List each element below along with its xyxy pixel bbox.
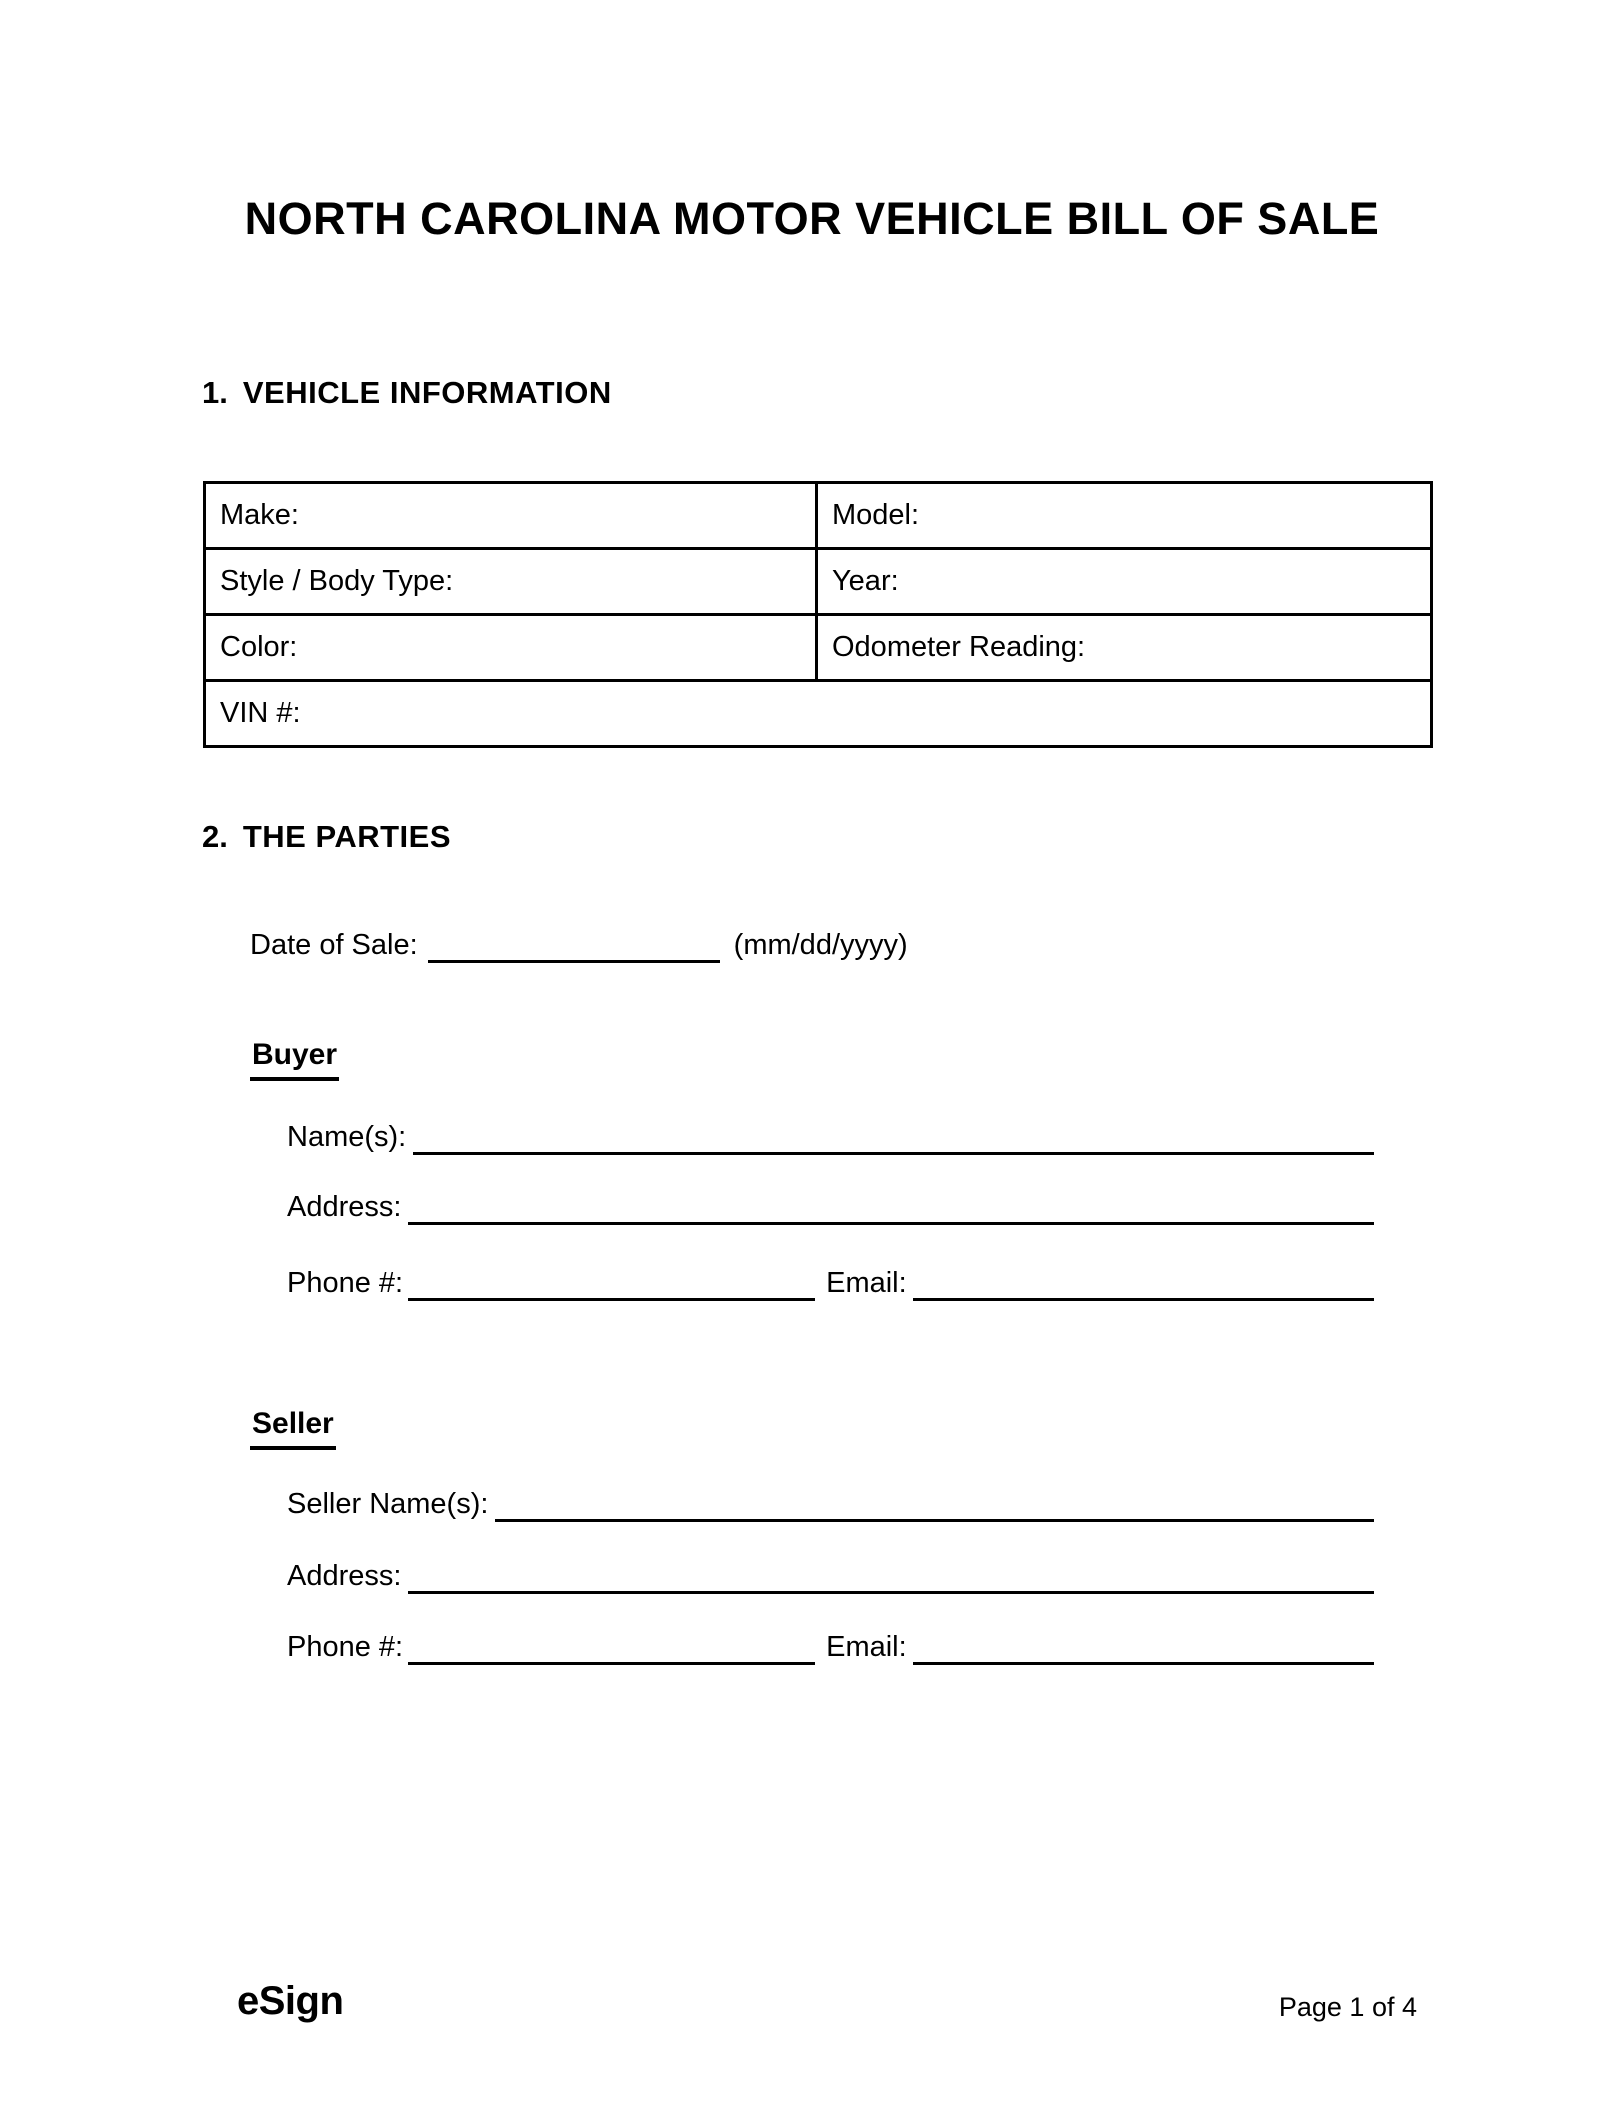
page-indicator: Page 1 of 4 xyxy=(1278,1992,1417,2022)
buyer-name-row xyxy=(287,1119,1374,1155)
seller-name-row xyxy=(287,1486,1374,1522)
seller-phone-email-row xyxy=(287,1629,1374,1665)
table-row xyxy=(205,549,1432,615)
table-row xyxy=(205,615,1432,681)
table-row xyxy=(205,483,1432,549)
seller-heading: Seller xyxy=(250,1406,336,1450)
odometer-reading-label: Odometer Reading: xyxy=(832,631,1086,663)
model-field[interactable] xyxy=(817,483,1432,549)
seller-name-input-line[interactable] xyxy=(495,1519,1374,1522)
odometer-reading-field[interactable] xyxy=(817,615,1432,681)
buyer-heading: Buyer xyxy=(250,1037,339,1081)
date-of-sale-label: Date of Sale: xyxy=(250,929,418,961)
esign-logo: eSign xyxy=(237,1979,344,2023)
section-label: VEHICLE INFORMATION xyxy=(242,375,612,410)
seller-address-label: Address: xyxy=(287,1560,402,1592)
buyer-name-label: Name(s): xyxy=(287,1121,407,1153)
date-of-sale-input-line[interactable] xyxy=(428,960,720,963)
make-field[interactable] xyxy=(205,483,817,549)
date-format-hint: (mm/dd/yyyy) xyxy=(733,929,908,961)
buyer-email-input-line[interactable] xyxy=(913,1298,1374,1301)
buyer-name-input-line[interactable] xyxy=(413,1152,1374,1155)
section-number: 1. xyxy=(202,375,228,410)
buyer-phone-input-line[interactable] xyxy=(408,1298,815,1301)
seller-email-input-line[interactable] xyxy=(913,1662,1374,1665)
buyer-phone-label: Phone #: xyxy=(287,1267,404,1299)
buyer-phone-email-row xyxy=(287,1265,1374,1301)
vehicle-information-table xyxy=(203,481,1433,748)
buyer-address-row xyxy=(287,1189,1374,1225)
section-heading-the-parties xyxy=(202,818,451,856)
section-label: THE PARTIES xyxy=(242,819,452,854)
model-label: Model: xyxy=(832,499,920,531)
vin-field[interactable] xyxy=(205,681,1432,747)
year-field[interactable] xyxy=(817,549,1432,615)
style-body-type-label: Style / Body Type: xyxy=(220,565,454,597)
date-of-sale-row xyxy=(250,927,908,963)
seller-address-input-line[interactable] xyxy=(408,1591,1374,1594)
table-row xyxy=(205,681,1432,747)
section-heading-vehicle-information xyxy=(202,374,612,412)
buyer-address-input-line[interactable] xyxy=(408,1222,1374,1225)
seller-address-row xyxy=(287,1558,1374,1594)
style-body-type-field[interactable] xyxy=(205,549,817,615)
seller-name-label: Seller Name(s): xyxy=(287,1488,489,1520)
seller-phone-label: Phone #: xyxy=(287,1631,404,1663)
buyer-email-label: Email: xyxy=(826,1267,907,1299)
seller-phone-input-line[interactable] xyxy=(408,1662,815,1665)
color-field[interactable] xyxy=(205,615,817,681)
year-label: Year: xyxy=(832,565,899,597)
make-label: Make: xyxy=(220,499,299,531)
section-number: 2. xyxy=(202,819,228,854)
vin-label: VIN #: xyxy=(220,697,301,729)
color-label: Color: xyxy=(220,631,298,663)
seller-email-label: Email: xyxy=(826,1631,907,1663)
page-title: NORTH CAROLINA MOTOR VEHICLE BILL OF SALE xyxy=(244,193,1380,244)
buyer-address-label: Address: xyxy=(287,1191,402,1223)
